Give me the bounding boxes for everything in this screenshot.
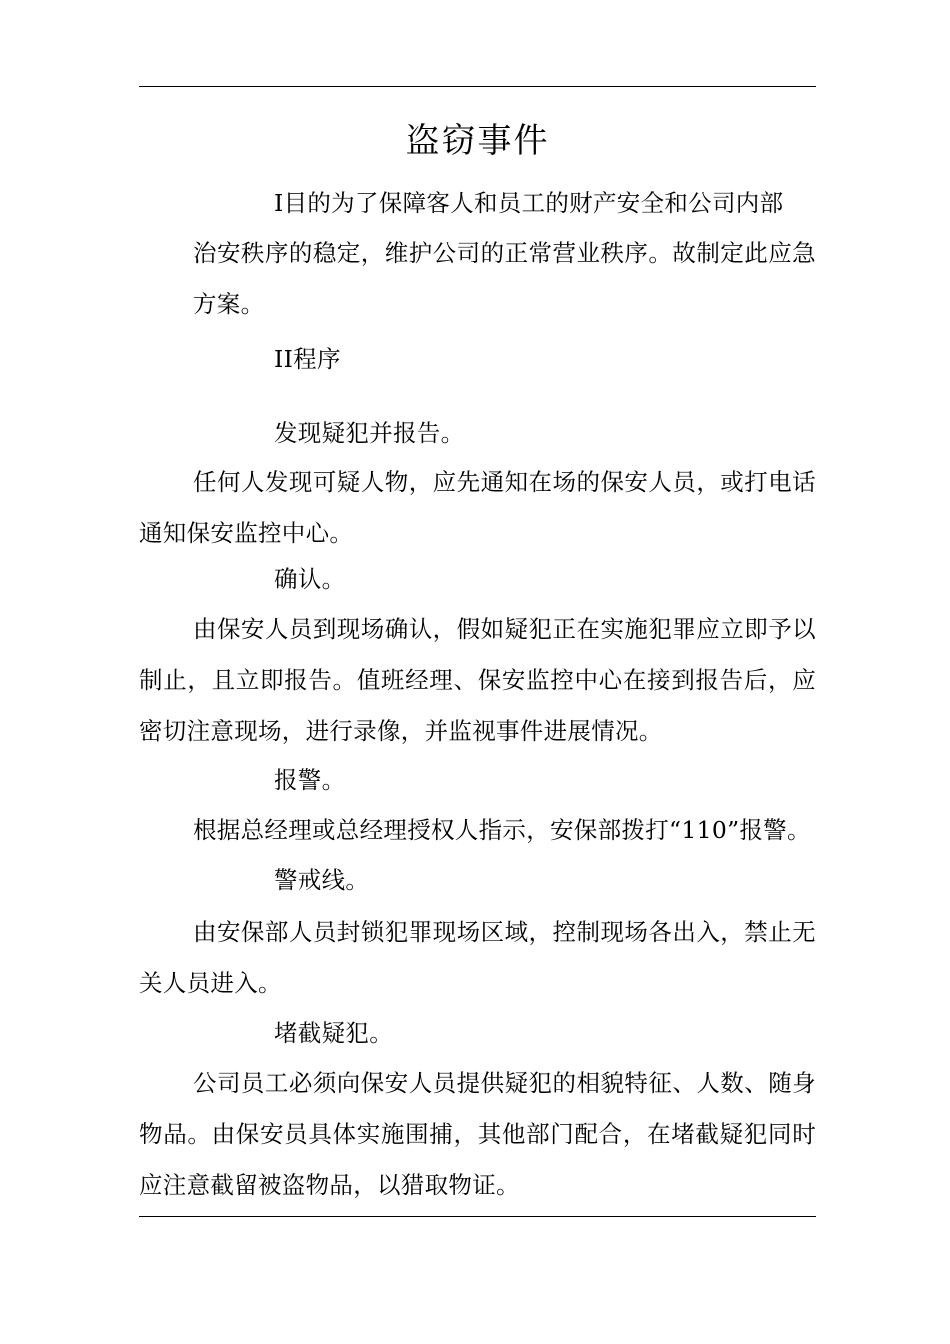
step-body-report: 任何人发现可疑人物，应先通知在场的保安人员，或打电话通知保安监控中心。 — [139, 468, 816, 547]
paragraph-purpose-cont: 治安秩序的稳定，维护公司的正常营业秩序。故制定此应急方案。 — [193, 239, 816, 318]
page-title: 盗窃事件 — [405, 121, 550, 161]
step-heading-cordon: 警戒线。 — [274, 866, 370, 894]
step-body-intercept: 公司员工必须向保安人员提供疑犯的相貌特征、人数、随身物品。由保安员具体实施围捕，其他部门配合，在堵截疑犯同时应注意截留被盗物品，以猎取物证。 — [139, 1069, 816, 1199]
footer-rule — [139, 1216, 816, 1217]
step-body-confirm: 由保安人员到现场确认，假如疑犯正在实施犯罪应立即予以制止，且立即报告。值班经理、保安监控中心在接到报告后，应密切注意现场，进行录像，并监视事件进展情况。 — [139, 615, 816, 745]
step-body-alarm: 根据总经理或总经理授权人指示，安保部拨打“110”报警。 — [193, 816, 811, 844]
step-heading-confirm: 确认。 — [274, 565, 346, 593]
step-heading-report: 发现疑犯并报告。 — [274, 419, 465, 447]
header-rule — [139, 86, 816, 87]
step-body-cordon: 由安保部人员封锁犯罪现场区域，控制现场各出入，禁止无关人员进入。 — [139, 918, 816, 997]
step-heading-alarm: 报警。 — [274, 766, 346, 794]
section-heading-procedure: II程序 — [274, 345, 341, 373]
step-heading-intercept: 堵截疑犯。 — [274, 1019, 393, 1047]
paragraph-purpose-line1: I目的为了保障客人和员工的财产安全和公司内部 — [274, 189, 784, 217]
